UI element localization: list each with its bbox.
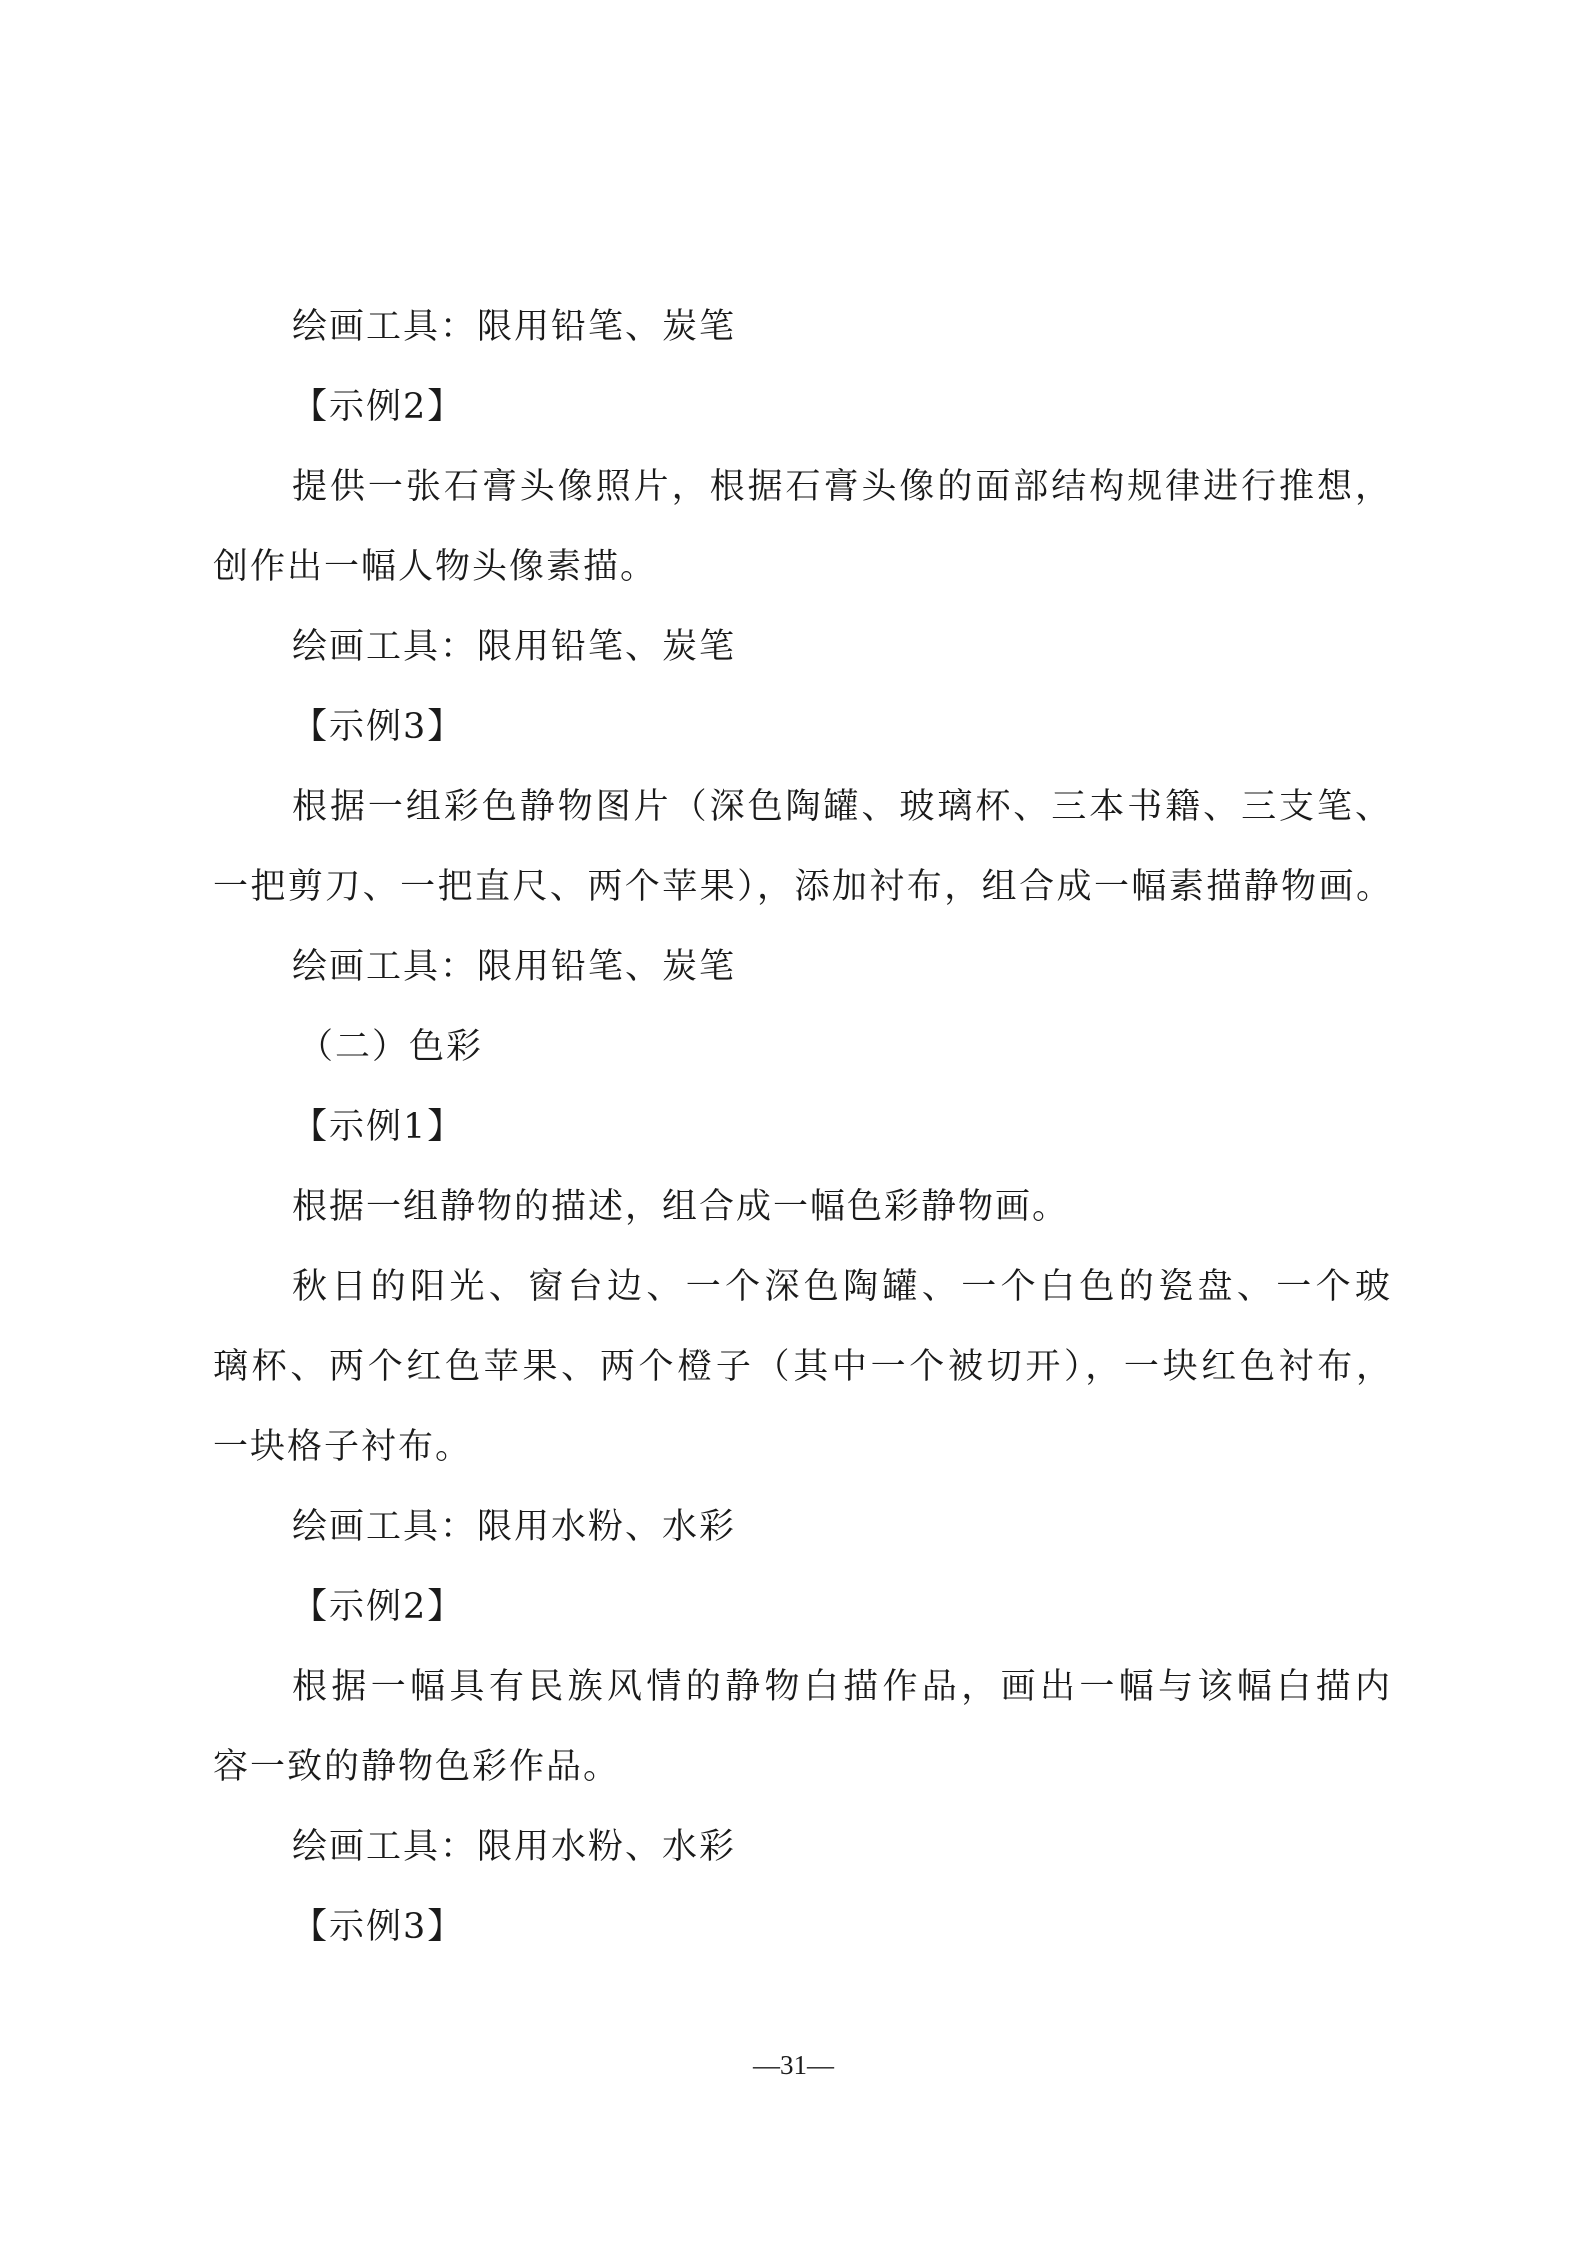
paragraph-line: 根据一组静物的描述，组合成一幅色彩静物画。: [292, 1187, 1070, 1227]
example-heading: 【示例1】: [292, 1107, 465, 1147]
paragraph-line: 一把剪刀、一把直尺、两个苹果），添加衬布，组合成一幅素描静物画。: [213, 867, 1393, 907]
paragraph-line: 提供一张石膏头像照片，根据石膏头像的面部结构规律进行推想，: [292, 467, 1392, 507]
example-heading: 【示例3】: [292, 707, 465, 747]
example-heading: 【示例2】: [292, 387, 465, 427]
paragraph-line: 秋日的阳光、窗台边、一个深色陶罐、一个白色的瓷盘、一个玻: [292, 1267, 1392, 1307]
text-line: 绘画工具：限用水粉、水彩: [292, 1827, 737, 1867]
paragraph-line: 璃杯、两个红色苹果、两个橙子（其中一个被切开），一块红色衬布，: [213, 1347, 1393, 1387]
example-heading: 【示例2】: [292, 1587, 465, 1627]
text-line: 绘画工具：限用铅笔、炭笔: [292, 307, 737, 347]
section-heading: （二）色彩: [298, 1027, 484, 1067]
page-number: —31—: [753, 2050, 834, 2080]
paragraph-line: 一块格子衬布。: [213, 1427, 473, 1467]
paragraph-line: 根据一幅具有民族风情的静物白描作品，画出一幅与该幅白描内: [292, 1667, 1392, 1707]
text-line: 绘画工具：限用铅笔、炭笔: [292, 627, 737, 667]
text-line: 绘画工具：限用水粉、水彩: [292, 1507, 737, 1547]
example-heading: 【示例3】: [292, 1907, 465, 1947]
paragraph-line: 容一致的静物色彩作品。: [213, 1747, 621, 1787]
paragraph-line: 根据一组彩色静物图片（深色陶罐、玻璃杯、三本书籍、三支笔、: [292, 787, 1392, 827]
paragraph-line: 创作出一幅人物头像素描。: [213, 547, 658, 587]
text-line: 绘画工具：限用铅笔、炭笔: [292, 947, 737, 987]
